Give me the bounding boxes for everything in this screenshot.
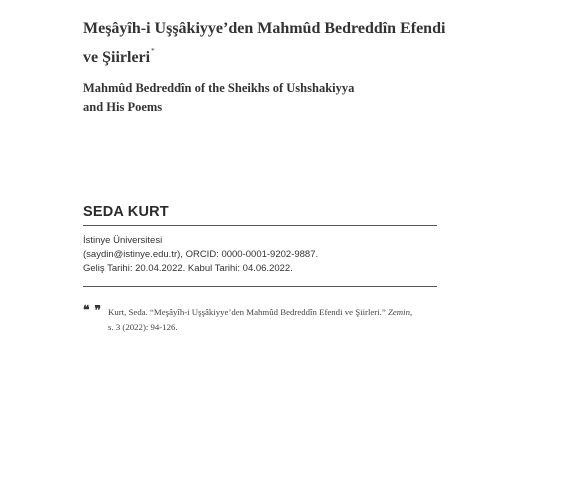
citation-comma: , xyxy=(409,307,413,317)
article-title xyxy=(83,18,503,69)
citation xyxy=(108,305,448,334)
citation-issue: s. 3 (2022): 94-126. xyxy=(108,321,178,332)
citation-text: Kurt, Seda. “Meşâyîh-i Uşşâkiyye’den Mahmûd Bedreddîn Efendi ve Şiirleri.” xyxy=(108,307,386,317)
divider-bottom xyxy=(83,286,437,287)
title-footnote-mark[interactable]: * xyxy=(151,47,155,55)
author-info xyxy=(83,234,443,277)
author-contact[interactable]: (saydin@istinye.edu.tr), ORCID: 0000-0001-9202-9887. xyxy=(83,249,319,261)
quote-icon: ❝ ❞ xyxy=(83,303,102,317)
citation-journal: Zemin xyxy=(387,307,410,317)
article-title-line2: ve Şiirleri xyxy=(83,49,151,66)
article-dates: Geliş Tarihi: 20.04.2022. Kabul Tarihi: 04.06.2022. xyxy=(83,263,293,275)
author-name: SEDA KURT xyxy=(83,204,169,220)
article-subtitle-line1: Mahmûd Bedreddîn of the Sheikhs of Ushshakiyya xyxy=(83,81,355,95)
article-title-line1: Meşâyîh-i Uşşâkiyye’den Mahmûd Bedreddîn Efendi xyxy=(83,20,446,37)
article-subtitle xyxy=(83,79,463,117)
divider-top xyxy=(83,225,437,226)
author-affiliation: İstinye Üniversitesi xyxy=(83,235,163,246)
article-subtitle-line2: and His Poems xyxy=(83,100,163,114)
